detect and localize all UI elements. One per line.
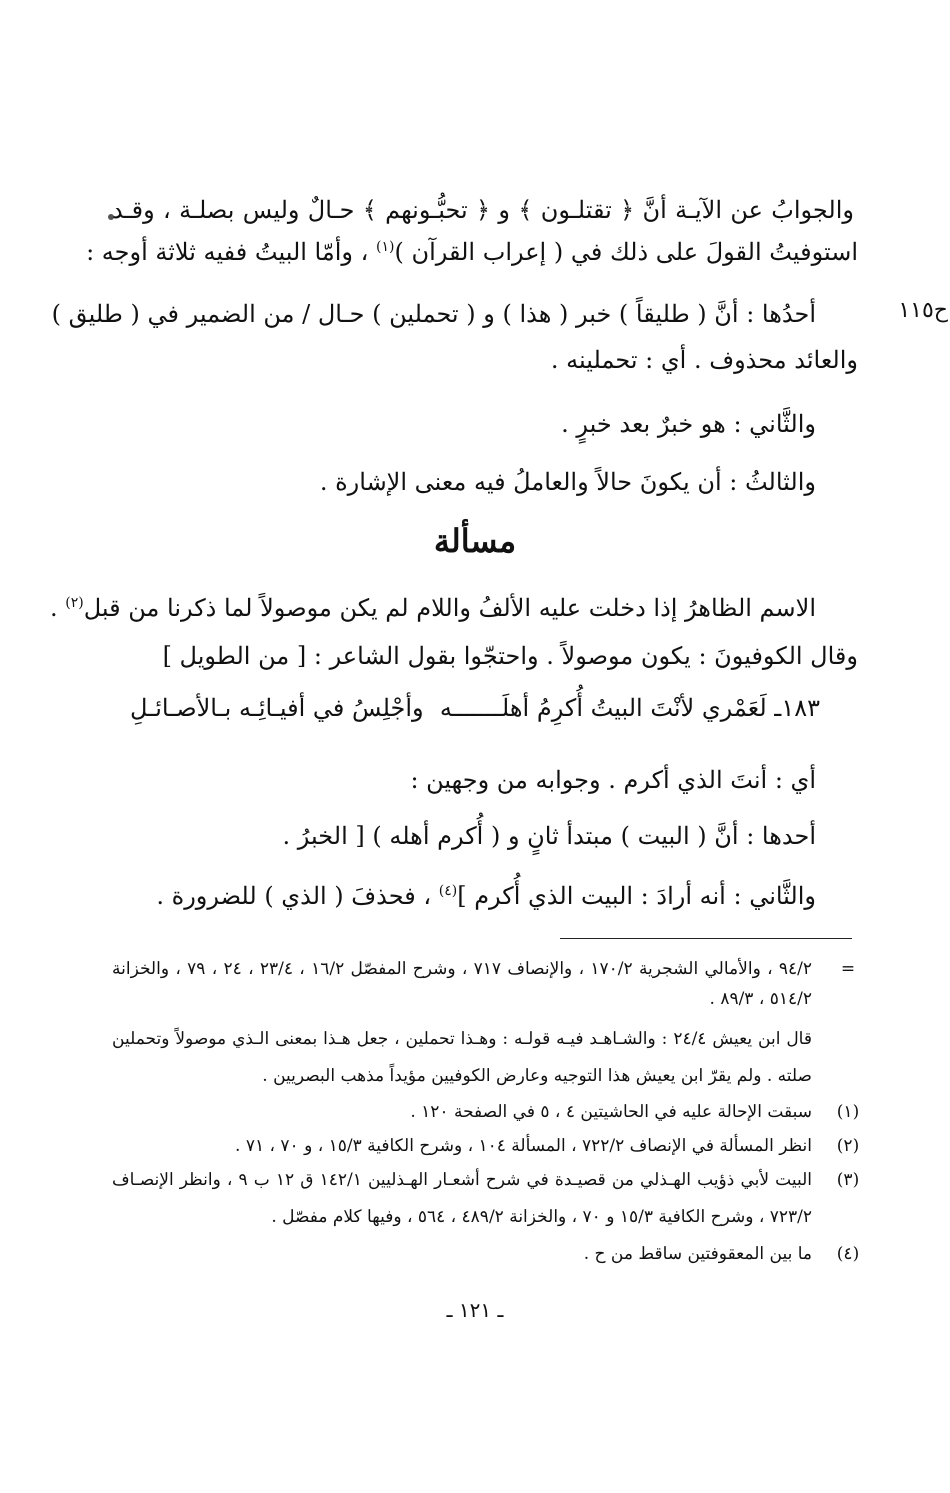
body-line: والثَّاني : هو خبرٌ بعد خبرٍ .: [561, 410, 816, 438]
footnote-number: (١): [836, 1102, 860, 1122]
footnote-continuation-marker: =: [840, 959, 856, 979]
body-line: أحدُها : أنَّ ( طليقاً ) خبر ( هذا ) و ( تحملين ) حـال / من الضمير في ( طليق ): [51, 300, 816, 328]
footnote-line: البيت لأبي ذؤيب الهـذلي من قصيـدة في شرح أشعـار الهـذليين ١٤٢/١ ق ١٢ ب ٩ ، وانظر الإنصـاف: [112, 1170, 813, 1190]
body-line: والثالثُ : أن يكونَ حالاً والعاملُ فيه معنى الإشارة .: [319, 468, 816, 496]
verse-hemistich-second: وأجْلِسُ في أفيـائِـه بـالأصـائـلِ: [130, 694, 424, 722]
footnote-line: قال ابن يعيش ٢٤/٤ : والشـاهـد فيـه قولـه : وهـذا تحملين ، جعل هـذا بمعنى الـذي موصولاً وتحملين: [112, 1029, 812, 1049]
poetry-verse: [130, 688, 820, 728]
footnote-ref: (٤): [438, 883, 458, 899]
body-line: وقال الكوفيونَ : يكون موصولاً . واحتجّوا بقول الشاعر : [ من الطويل ]: [162, 642, 858, 670]
body-line: والثَّاني : أنه أرادَ : البيت الذي أُكرم ]$^{(٤)}$ ، فحذفَ ( الذي ) للضرورة .: [156, 882, 816, 910]
footnote-number: (٤): [836, 1244, 860, 1264]
body-line: والعائد محذوف . أي : تحملينه .: [550, 346, 858, 374]
footnote-line: ما بين المعقوفتين ساقط من ح .: [583, 1244, 812, 1264]
page-number: ـ ١٢١ ـ: [446, 1298, 504, 1322]
footnote-separator: [560, 938, 852, 939]
margin-manuscript-note: ح١١٥: [898, 298, 948, 323]
body-line: الاسم الظاهرُ إذا دخلت عليه الألفُ واللام لم يكن موصولاً لما ذكرنا من قبل$^{(٢)}$ .: [50, 594, 816, 622]
body-line: والجوابُ عن الآيـة أنَّ ﴿ تقتلـون ﴾ و ﴿ تحبُّـونهم ﴾ حـالٌ وليس بصلـة ، وقـد: [112, 196, 854, 224]
footnote-number: (٣): [836, 1170, 860, 1190]
body-line: أي : أنتَ الذي أكرم . وجوابه من وجهين :: [410, 766, 816, 794]
body-line: أحدها : أنَّ ( البيت ) مبتدأ ثانٍ و ( أُكرم أهله ) [ الخبرُ .: [282, 822, 816, 850]
body-line: استوفيتُ القولَ على ذلك في ( إعراب القرآن )$^{(١)}$ ، وأمّا البيتُ ففيه ثلاثة أوجه :: [86, 238, 858, 266]
footnote-line: صلته . ولم يقرّ ابن يعيش هذا التوجيه وعارض الكوفيين مؤيداً مذهب البصريين .: [262, 1066, 812, 1086]
footnote-ref: (٢): [65, 595, 84, 611]
footnote-ref: (١): [375, 239, 395, 255]
footnote-line: ٩٤/٢ ، والأمالي الشجرية ١٧٠/٢ ، والإنصاف ٧١٧ ، وشرح المفصّل ١٦/٢ ، ٢٣/٤ ، ٢٤ ، ٧٩ ، والخزانة: [112, 959, 812, 979]
footnote-line: ٧٢٣/٢ ، وشرح الكافية ١٥/٣ و ٧٠ ، والخزانة ٤٨٩/٢ ، ٥٦٤ ، وفيها كلام مفصّل .: [271, 1207, 812, 1227]
section-heading: مسألة: [433, 522, 517, 560]
footnote-number: (٢): [836, 1136, 860, 1156]
footnote-line: ٥١٤/٢ ، ٨٩/٣ .: [709, 989, 812, 1009]
footnote-line: سبقت الإحالة عليه في الحاشيتين ٤ ، ٥ في الصفحة ١٢٠ .: [410, 1102, 812, 1122]
footnote-line: انظر المسألة في الإنصاف ٧٢٢/٢ ، المسألة ١٠٤ ، وشرح الكافية ١٥/٣ ، و ٧٠ ، ٧١ .: [235, 1136, 812, 1156]
verse-hemistich-first: ١٨٣ـ لَعَمْري لأنْتَ البيتُ أُكرِمُ أهلَـــــــه: [439, 694, 820, 722]
